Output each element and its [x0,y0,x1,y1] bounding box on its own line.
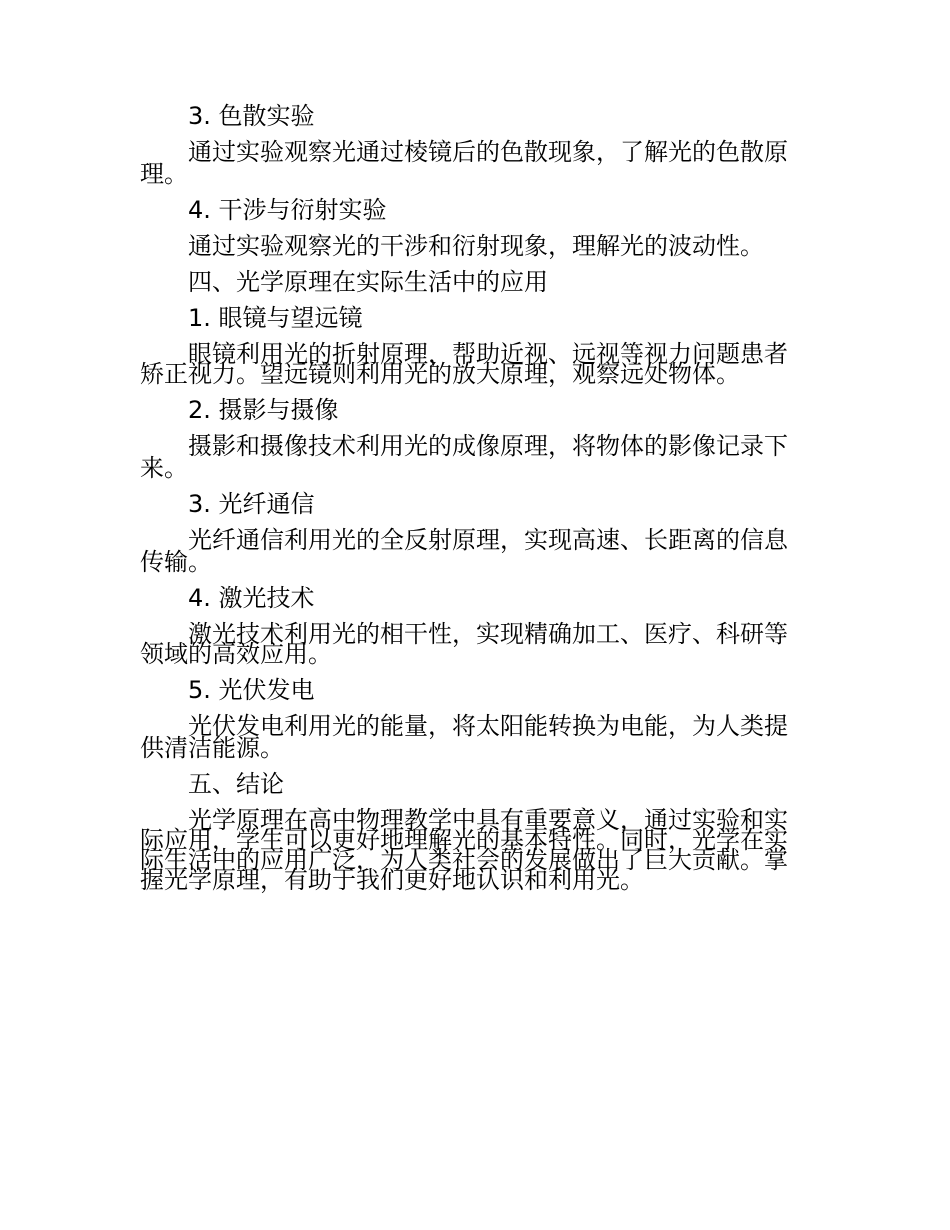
paragraph-line: 传输。 [140,548,212,576]
paragraph-line: 理。 [140,160,188,188]
paragraph-conclusion [140,808,812,892]
paragraph-dispersion [140,140,812,186]
section-heading-photography: 2. 摄影与摄像 [188,396,339,424]
section-heading-dispersion-experiment: 3. 色散实验 [188,102,315,130]
paragraph-photography [140,434,812,480]
chapter-heading-conclusion: 五、结论 [188,770,284,798]
paragraph-line: 通过实验观察光的干涉和衍射现象，理解光的波动性。 [188,232,764,260]
document-body [140,104,812,904]
chapter-heading-applications: 四、光学原理在实际生活中的应用 [188,268,548,296]
paragraph-fiber-communication [140,528,812,574]
section-heading-fiber-communication: 3. 光纤通信 [188,490,315,518]
section-heading-laser-technology: 4. 激光技术 [188,584,315,612]
paragraph-line: 光纤通信利用光的全反射原理，实现高速、长距离的信息 [188,526,788,554]
paragraph-glasses-telescope [140,342,812,386]
paragraph-line: 供清洁能源。 [140,734,284,762]
section-heading-interference-diffraction: 4. 干涉与衍射实验 [188,196,387,224]
paragraph-interference [140,234,812,258]
paragraph-line: 来。 [140,454,188,482]
paragraph-line: 通过实验观察光通过棱镜后的色散现象，了解光的色散原 [188,138,788,166]
paragraph-line: 激光技术利用光的相干性，实现精确加工、医疗、科研等 [188,620,788,648]
paragraph-line: 领域的高效应用。 [140,640,332,668]
paragraph-line: 眼镜利用光的折射原理，帮助近视、远视等视力问题患者 [188,340,788,368]
paragraph-laser-technology [140,622,812,666]
paragraph-line: 握光学原理，有助于我们更好地认识和利用光。 [140,866,644,894]
paragraph-line: 摄影和摄像技术利用光的成像原理，将物体的影像记录下 [188,432,788,460]
paragraph-line: 矫正视力。望远镜则利用光的放大原理，观察远处物体。 [140,360,740,388]
paragraph-line: 光学原理在高中物理教学中具有重要意义，通过实验和实 [188,806,788,834]
section-heading-photovoltaic: 5. 光伏发电 [188,676,315,704]
paragraph-photovoltaic [140,714,812,760]
paragraph-line: 际应用，学生可以更好地理解光的基本特性。同时，光学在实 [140,826,788,854]
paragraph-line: 际生活中的应用广泛，为人类社会的发展做出了巨大贡献。掌 [140,846,788,874]
section-heading-glasses-telescope: 1. 眼镜与望远镜 [188,304,363,332]
paragraph-line: 光伏发电利用光的能量，将太阳能转换为电能，为人类提 [188,712,788,740]
